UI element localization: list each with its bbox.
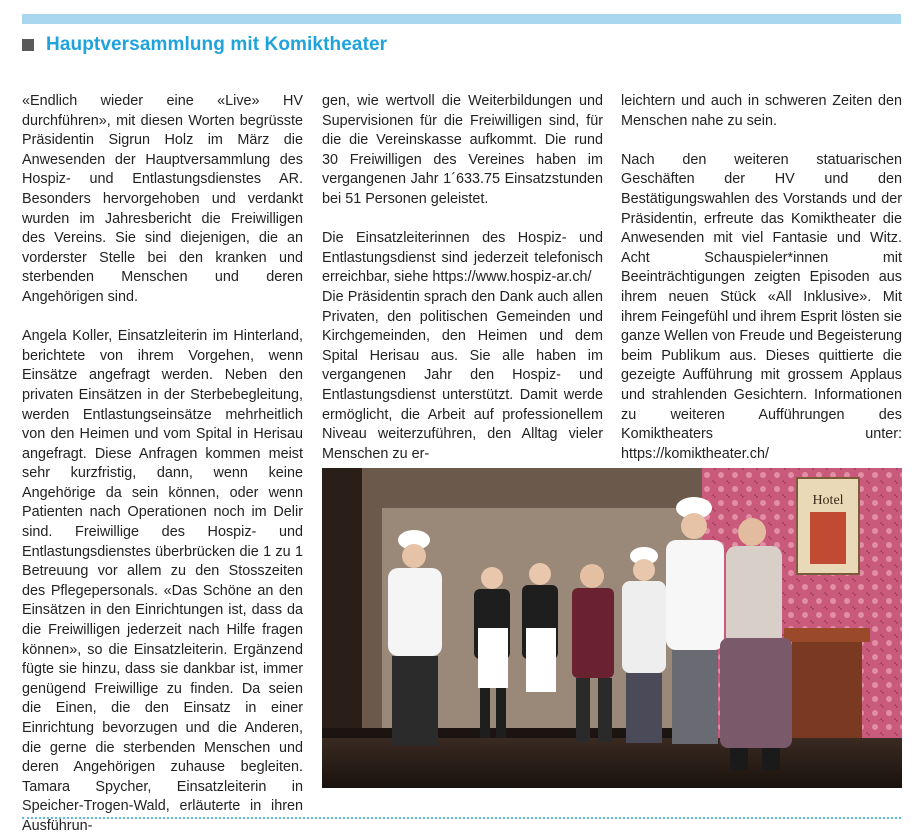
paragraph: Die Präsidentin sprach den Dank auch allen Privaten, den politischen Gemeinden und Kirchgemeinden, den Heimen und dem Spital Herisau aus. Sie alle haben im vergangenen Jahr den Hospiz- und Entlastungsdienst unterstützt. Damit werde ermöglicht, die Arbeit auf professionellem Niveau weiterzuführen, den Alltag vieler Menschen zu er- [322,288,603,462]
top-color-bar [22,14,901,24]
article-title: Hauptversammlung mit Komiktheater [46,34,388,55]
paragraph: gen, wie wertvoll die Weiterbildungen und Supervisionen für die Freiwilligen sind, für die die Vereinskasse aufkommt. Die rund 30 Freiwilligen des Vereines haben im vergangenen Jahr 1´633.75 Einsatzstunden bei 51 Personen geleistet. [322,93,603,207]
stage-scene-image [322,468,902,788]
text-column-3 [621,92,902,464]
theater-photo [322,468,902,788]
text-column-1 [22,92,303,837]
paragraph: Nach den weiteren statuarischen Geschäften der HV und den Bestätigungswahlen des Vorstands und der Präsidentin, erfreute das Komiktheater die Anwesenden mit viel Fantasie und Witz. Acht Schauspieler*innen mit Beeinträchtigungen zeigten Episoden aus ihrem neuen Stück «All Inklusive». Mit ihrem Feingefühl und ihrem Esprit lösten sie ganze Wellen von Freude und Begeisterung beim Publikum aus. Dieses quittierte die gezeigte Aufführung mit grossem Applaus und strahlenden Gesichtern. Informationen zu weiteren Aufführungen des Komiktheaters unter: https://komiktheater.ch/ [621,151,902,462]
bottom-dotted-rule [22,817,901,819]
square-bullet-icon [22,39,34,51]
paragraph: Die Einsatzleiterinnen des Hospiz- und Entlastungsdienst sind jederzeit telefonisch erreichbar, siehe https://www.hospiz-ar.ch/ [322,230,603,286]
paragraph: Angela Koller, Einsatzleiterin im Hinterland, berichtete von ihrem Vorgehen, wenn Einsätze angefragt werden. Neben den privaten Einsätzen in der Sterbebegleitung, werden Entlastungseinsätze mehrheitlich von den Heimen und vom Spital in Herisau angefragt. Diese Anfragen kommen meist sehr kurzfristig, dann, wenn keine Angehörige da sein können, oder wenn Patienten nach Operationen noch im Delir sind. Freiwillige des Hospiz- und Entlastungsdienstes überbrücken die 1 zu 1 Betreuung vor allem zu den Stosszeiten des Pflegepersonals. «Das Schöne an den Einsätzen in den Einrichtungen ist, dass da die Freiwilligen jederzeit nach Hilfe fragen können», so die Einsatzleiterin. Ergänzend fügte sie hinzu, dass sie dankbar ist, immer genügend Freiwillige zu finden. Da seien die Einen, die den Einsatz in einer Einrichtung bevorzugen und die Anderen, die gerne die sterbenden Menschen und deren Angehörigen zuhause begleiten. Tamara Spycher, Einsatzleiterin in Speicher-Trogen-Wald, erläuterte in ihren Ausführun- [22,328,303,834]
article-heading [22,34,387,56]
paragraph: «Endlich wieder eine «Live» HV durchführen», mit diesen Worten begrüsste Präsidentin Sigrun Holz im März die Anwesenden der Hauptversammlung des Hospiz- und Entlastungsdienstes AR. Besonders hervorgehoben und verdankt wurden im Jahresbericht die Freiwilligen des Vereins. Sie sind diejenigen, die an vorderster Stelle bei den kranken und sterbenden Menschen und deren Angehörigen sind. [22,93,303,305]
hotel-sign-text: Hotel [812,493,844,508]
text-column-2 [322,92,603,464]
paragraph: leichtern und auch in schweren Zeiten den Menschen nahe zu sein. [621,93,902,129]
